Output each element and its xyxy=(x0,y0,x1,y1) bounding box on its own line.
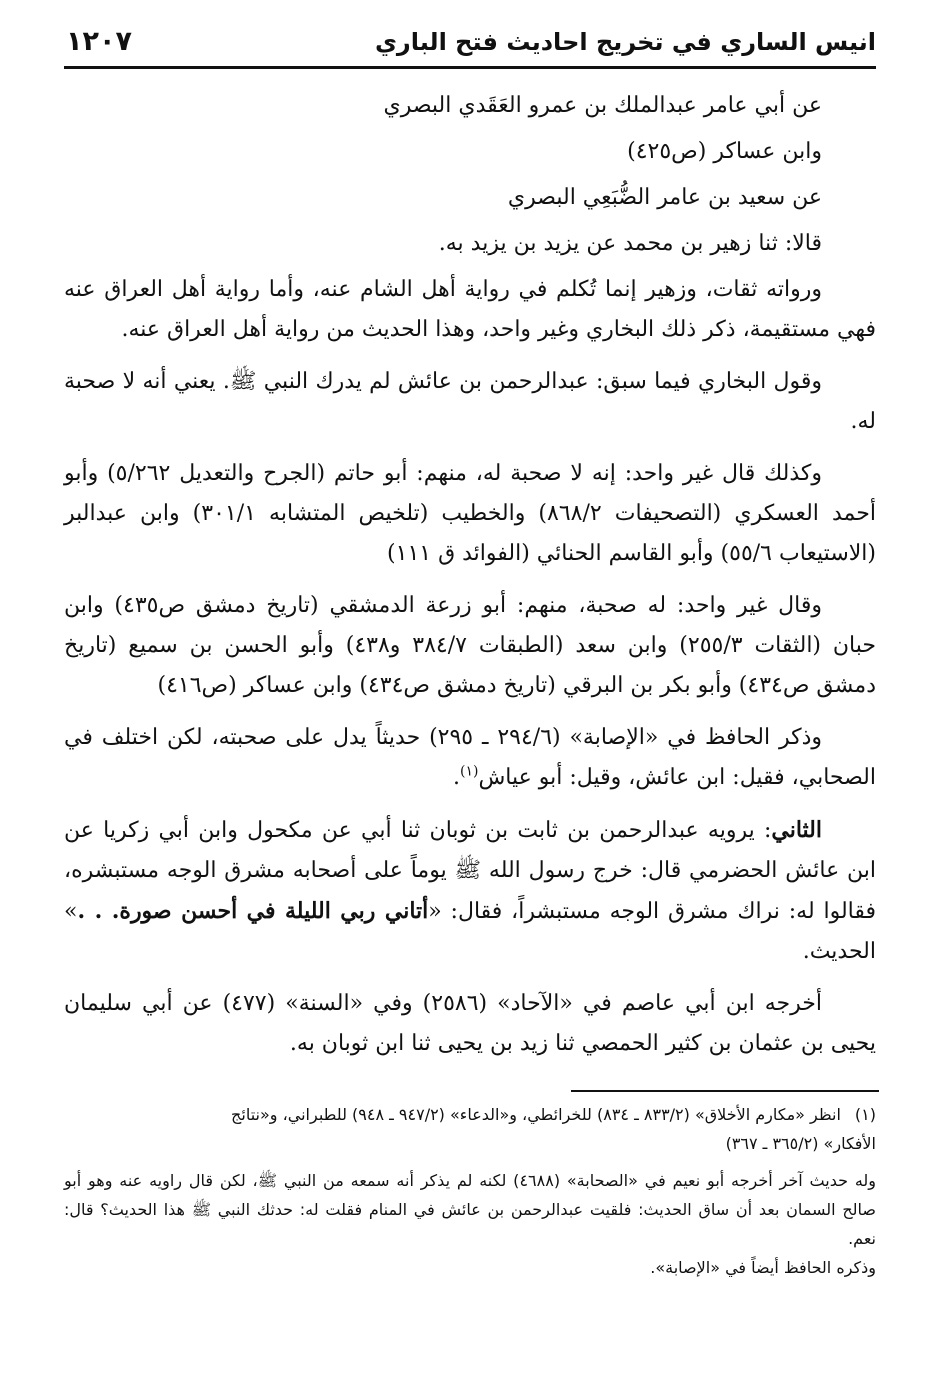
paragraph: وكذلك قال غير واحد: إنه لا صحبة له، منهم: أبو حاتم (الجرح والتعديل ٥/٢٦٢) وأبو أحمد العسكري (التصحيفات ٨٦٨/٢) والخطيب (تلخيص المتشابه ٣٠١/١) وابن عبدالبر (الاستيعاب ٥٥/٦) وأبو القاسم الحنائي (الفوائد ق ١١١) xyxy=(64,461,876,566)
paragraph: وقال غير واحد: له صحبة، منهم: أبو زرعة الدمشقي (تاريخ دمشق ص٤٣٥) وابن حبان (الثقات ٢٥٥/٣) وابن سعد (الطبقات ٣٨٤/٧ و٤٣٨) وأبو الحسن بن سميع (تاريخ دمشق ص٤٣٤) وأبو بكر بن البرقي (تاريخ دمشق ص٤٣٤) وابن عساكر (ص٤١٦) xyxy=(64,593,876,698)
paragraph-end: . xyxy=(452,765,460,790)
paragraph: ورواته ثقات، وزهير إنما تُكلم في رواية أهل الشام عنه، وأما رواية أهل العراق عنه فهي مستقيمة، ذكر ذلك البخاري وغير واحد، وهذا الحديث من رواية أهل العراق عنه. xyxy=(64,277,876,342)
footnotes xyxy=(64,1100,876,1282)
section-label: الثاني xyxy=(771,817,822,843)
paragraph: عن سعيد بن عامر الضُّبَعِي البصري xyxy=(507,185,822,210)
main-text xyxy=(64,86,876,1076)
page-header xyxy=(64,22,876,69)
paragraph: قالا: ثنا زهير بن محمد عن يزيد بن يزيد به. xyxy=(438,231,822,256)
paragraph xyxy=(64,718,876,798)
running-title: انيس الساري في تخريج احاديث فتح الباري xyxy=(374,28,876,56)
footnote-item xyxy=(64,1100,876,1129)
paragraph: عن أبي عامر عبدالملك بن عمرو العَقَدي البصري xyxy=(383,93,822,118)
footnote-reference[interactable]: (١) xyxy=(459,763,479,780)
footnote-text: انظر «مكارم الأخلاق» (٨٣٣/٢ ـ ٨٣٤) للخرائطي، و«الدعاء» (٩٤٧/٢ ـ ٩٤٨) للطبراني، و«نتائج xyxy=(231,1105,841,1124)
paragraph: وابن عساكر (ص٤٢٥) xyxy=(627,139,822,164)
paragraph-text: وذكر الحافظ في «الإصابة» (٢٩٤/٦ ـ ٢٩٥) حديثاً يدل على صحبته، لكن اختلف في الصحابي، فقيل: ابن عائش، وقيل: أبو عياش xyxy=(64,725,876,790)
footnote-text: الأفكار» (٣٦٥/٢ ـ ٣٦٧) xyxy=(725,1134,876,1153)
paragraph-text: : يرويه عبدالرحمن بن ثابت بن ثوبان ثنا أبي عن مكحول وابن أبي زكريا عن ابن عائش الحضرمي قال: خرج رسول الله ﷺ يوماً على أصحابه مشرق الوجه مستبشره، فقالوا له: نراك مشرق الوجه مستبشراً، فقال: « xyxy=(64,818,876,924)
paragraph: وقول البخاري فيما سبق: عبدالرحمن بن عائش لم يدرك النبي ﷺ. يعني أنه لا صحبة له. xyxy=(64,369,876,434)
paragraph: أخرجه ابن أبي عاصم في «الآحاد» (٢٥٨٦) وفي «السنة» (٤٧٧) عن أبي سليمان يحيى بن عثمان بن كثير الحمصي ثنا زيد بن يحيى ثنا ابن ثوبان به. xyxy=(64,991,876,1056)
page-number: ١٢٠٧ xyxy=(66,26,132,57)
footnote-number: (١) xyxy=(854,1105,876,1124)
footnote-text: وله حديث آخر أخرجه أبو نعيم في «الصحابة» (٤٦٨٨) لكنه لم يذكر أنه سمعه من النبي ﷺ، لكن قال راويه عنه وهو أبو صالح السمان بعد أن ساق الحديث: فلقيت عبدالرحمن بن عائش في المنام فقلت له: حدثك النبي ﷺ هذا الحديث؟ قال: نعم. xyxy=(64,1171,876,1248)
footnote-separator xyxy=(571,1090,879,1092)
paragraph-text: » الحديث. xyxy=(64,899,876,964)
hadith-quote: أتاني ربي الليلة في أحسن صورة. . . xyxy=(77,898,429,924)
footnote-text: وذكره الحافظ أيضاً في «الإصابة». xyxy=(650,1258,876,1277)
paragraph xyxy=(64,810,876,972)
